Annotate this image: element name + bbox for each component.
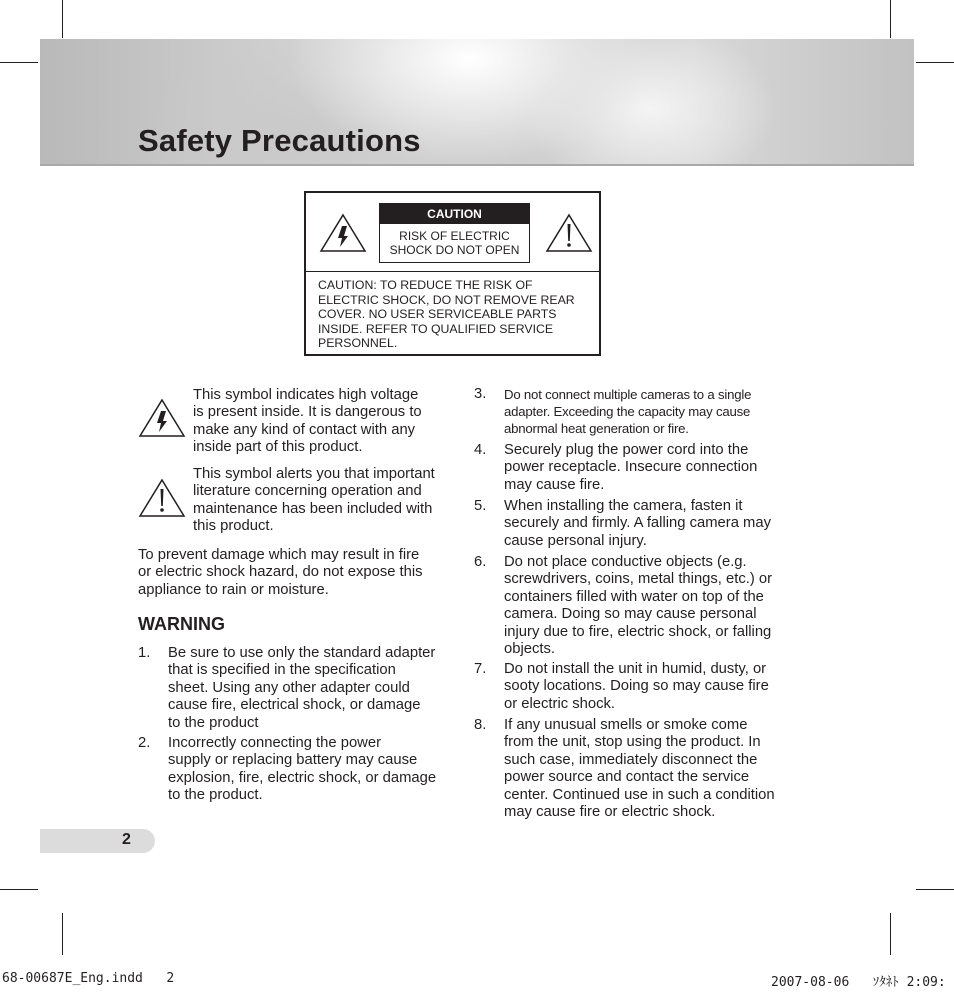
text-line: adapter. Exceeding the capacity may cause: [504, 404, 751, 419]
warning-heading: WARNING: [138, 614, 225, 634]
text-line: cause fire, electrical shock, or damage: [168, 697, 421, 714]
crop-mark: [916, 62, 954, 63]
crop-mark: [62, 913, 63, 955]
text-line: appliance to rain or moisture.: [138, 581, 329, 598]
text-line: sooty locations. Doing so may cause fire: [504, 678, 769, 695]
page-number-tab: [40, 829, 155, 853]
crop-mark: [62, 0, 63, 38]
warning-item-number: 3.: [474, 386, 487, 402]
crop-mark: [0, 889, 38, 890]
warning-item-number: 8.: [474, 717, 487, 733]
text-line: power source and contact the service: [504, 769, 750, 786]
text-line: To prevent damage which may result in fire: [138, 547, 420, 563]
exclamation-triangle-icon: [545, 213, 593, 253]
text-line: or electric shock hazard, do not expose this: [138, 564, 423, 581]
caution-line-2: SHOCK DO NOT OPEN: [389, 243, 520, 257]
page-number: 2: [122, 831, 131, 848]
text-line: literature concerning operation and: [193, 483, 422, 500]
caution-text-line: PERSONNEL.: [318, 336, 398, 351]
header-banner: [40, 39, 914, 166]
caution-label-top: [306, 193, 599, 272]
text-line: Do not place conductive objects (e.g.: [504, 554, 747, 570]
text-line: make any kind of contact with any: [193, 421, 416, 438]
warning-item-text: [504, 554, 772, 658]
lightning-triangle-icon: [138, 398, 186, 438]
lightning-triangle-icon: [319, 213, 367, 253]
text-line: may cause fire or electric shock.: [504, 804, 716, 821]
text-line: Be sure to use only the standard adapter: [168, 645, 436, 661]
text-line: or electric shock.: [504, 695, 616, 712]
caution-text-line: INSIDE. REFER TO QUALIFIED SERVICE: [318, 321, 554, 336]
text-line: If any unusual smells or smoke come: [504, 717, 748, 733]
warning-item-text: [168, 735, 436, 805]
crop-mark: [890, 913, 891, 955]
text-line: Securely plug the power cord into the: [504, 442, 749, 458]
high-voltage-description: [193, 387, 422, 457]
warning-item-text: [504, 386, 751, 437]
text-line: camera. Doing so may cause personal: [504, 606, 757, 623]
caution-subtext: [380, 224, 529, 257]
text-line: maintenance has been included with: [193, 500, 433, 517]
caution-text-line: ELECTRIC SHOCK, DO NOT REMOVE REAR: [318, 292, 575, 307]
text-line: This symbol indicates high voltage: [193, 387, 419, 403]
warning-item-number: 7.: [474, 661, 487, 677]
crop-mark: [0, 62, 38, 63]
text-line: explosion, fire, electric shock, or damage: [168, 769, 437, 786]
warning-item-number: 5.: [474, 498, 487, 514]
crop-mark: [916, 889, 954, 890]
text-line: is present inside. It is dangerous to: [193, 404, 422, 421]
caution-heading: CAUTION: [380, 204, 529, 224]
text-line: Do not install the unit in humid, dusty, or: [504, 661, 767, 677]
text-line: supply or replacing battery may cause: [168, 752, 418, 769]
warning-item-text: [504, 661, 769, 713]
warning-item-number: 6.: [474, 554, 487, 570]
text-line: this product.: [193, 518, 274, 535]
page-title: Safety Precautions: [138, 123, 421, 158]
text-line: to the product.: [168, 787, 263, 804]
text-line: sheet. Using any other adapter could: [168, 679, 410, 696]
text-line: cause personal injury.: [504, 532, 647, 549]
text-line: from the unit, stop using the product. In: [504, 734, 761, 751]
warning-item-number: 4.: [474, 442, 487, 458]
prevent-damage-text: [138, 547, 423, 599]
crop-mark: [890, 0, 891, 38]
caution-text-line: COVER. NO USER SERVICEABLE PARTS: [318, 307, 557, 322]
warning-item-text: [504, 498, 771, 550]
warning-item-text: [504, 442, 757, 494]
text-line: inside part of this product.: [193, 439, 363, 456]
text-line: This symbol alerts you that important: [193, 466, 435, 482]
text-line: may cause fire.: [504, 476, 605, 493]
warning-item-text: [504, 717, 775, 821]
text-line: Do not connect multiple cameras to a single: [504, 387, 752, 402]
warning-item-number: 2.: [138, 735, 151, 751]
caution-warning-text: [318, 278, 598, 351]
text-line: Incorrectly connecting the power: [168, 735, 382, 751]
slug-filename: 68-00687E_Eng.indd 2: [2, 971, 175, 986]
warning-item-text: [168, 645, 435, 732]
text-line: center. Continued use in such a condition: [504, 786, 775, 803]
exclamation-triangle-icon: [138, 478, 186, 518]
text-line: that is specified in the specification: [168, 662, 396, 679]
warning-item-number: 1.: [138, 645, 151, 661]
text-line: screwdrivers, coins, metal things, etc.) or: [504, 571, 773, 588]
text-line: When installing the camera, fasten it: [504, 498, 743, 514]
caution-line-1: RISK OF ELECTRIC: [399, 229, 510, 243]
attention-description: [193, 466, 435, 536]
caution-text-line: CAUTION: TO REDUCE THE RISK OF: [318, 278, 533, 292]
text-line: to the product: [168, 714, 259, 731]
caution-label: [304, 191, 601, 356]
text-line: objects.: [504, 641, 555, 658]
slug-timestamp: 2007-08-06 ｿﾀﾈﾄ 2:09:: [771, 975, 946, 990]
text-line: injury due to fire, electric shock, or falling: [504, 623, 772, 640]
caution-label-inner: [379, 203, 530, 263]
text-line: power receptacle. Insecure connection: [504, 459, 758, 476]
text-line: abnormal heat generation or fire.: [504, 421, 689, 436]
text-line: such case, immediately disconnect the: [504, 751, 758, 768]
text-line: containers filled with water on top of the: [504, 588, 764, 605]
text-line: securely and firmly. A falling camera may: [504, 515, 771, 532]
